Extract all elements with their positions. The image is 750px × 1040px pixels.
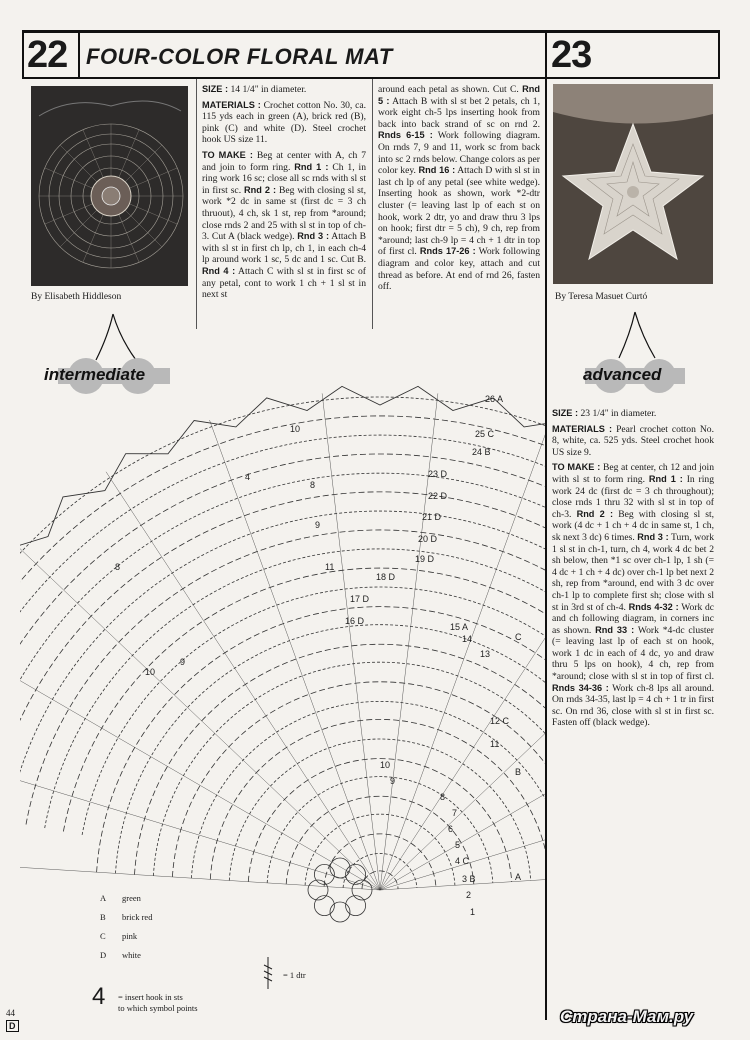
chart-spoke	[322, 393, 380, 890]
insert-symbol-label-1: = insert hook in sts	[118, 992, 183, 1002]
left-rnd1-text: Ch 1, in ring work 16 sc; close all sc rnds with sl st in first sc.	[202, 161, 366, 196]
chart-round-arc	[97, 607, 545, 873]
column-divider	[196, 79, 197, 329]
pattern-number-22: 22	[27, 34, 68, 76]
right-size-text: 23 1/4" in diameter.	[580, 408, 657, 419]
chart-inner-number: 11	[325, 562, 335, 572]
chart-round-label: 25 C	[475, 429, 495, 439]
right-rnd33-text: Work *4-dc cluster (= leaving last lp of each st on hook, work 1 dc in each of 4 dc, yo and draw thru 5 lps on hook), 4 ch, rep from *around; close with sl st in top of first cl.	[552, 624, 714, 683]
chart-inner-number: 8	[310, 480, 316, 490]
left-col2-text: around each petal as shown. Cut C.	[378, 84, 519, 95]
right-materials-label: MATERIALS :	[552, 423, 613, 434]
chart-round-label: 26 A	[485, 394, 504, 404]
right-rnd3-text: Turn, work 1 sl st in ch-1, turn, ch 4, work 4 dc bet 2 sh below, then *1 sc over ch-1 lp, 1 sh (= 4 dc + 1 ch + 4 dc) over ch-1 lp bet next 2 sh, rep from *around, end with 3 dc over ch-1 lp to complete first sh; close with sl st in 3rd st of ch-4.	[552, 531, 714, 613]
chart-round-label: 4 C	[455, 856, 470, 866]
chart-round-label: 21 D	[422, 512, 442, 522]
dtr-symbol-label: = 1 dtr	[283, 970, 306, 980]
chart-inner-number: 10	[290, 424, 301, 434]
chart-round-label: 3 B	[462, 874, 476, 884]
chart-round-label: 14	[462, 634, 473, 644]
chart-round-label: 6	[448, 824, 454, 834]
chart-bracket-label: C	[515, 632, 522, 642]
left-materials-text: Crochet cotton No. 30, ca. 115 yds each in green (A), brick red (B), pink (C) and white (D). Steel crochet hook US size 11.	[202, 99, 366, 146]
right-rnd2-text: Beg with closing sl st, work (4 dc + 1 ch + 4 dc in same st, 1 ch, sk next 3 dc) 6 times.	[552, 508, 715, 543]
left-rnds1726-text: Work following diagram and color key, attach and cut thread as before. At end of rnd 26, fasten off.	[378, 246, 540, 293]
intermediate-badge-label: intermediate	[44, 365, 146, 384]
left-rnd3-text: Attach B with sl st in first ch lp, ch 1, in each ch-4 lp around work 1 sc, 5 dc and 1 sc. Cut B.	[202, 231, 367, 266]
chart-petal	[330, 902, 350, 922]
chart-petal	[314, 896, 334, 916]
color-key-name: brick red	[122, 912, 153, 922]
color-key-row	[100, 950, 210, 969]
chart-petal	[330, 858, 350, 878]
page-number: 44	[6, 1008, 15, 1018]
color-key-letter: D	[100, 950, 107, 960]
header-left-rule	[22, 30, 24, 79]
left-rnd16-label: Rnd 16 :	[418, 165, 456, 176]
color-key-letter: C	[100, 931, 106, 941]
chart-spoke	[20, 639, 380, 890]
left-size-label: SIZE :	[202, 84, 229, 94]
chart-round-arc	[324, 834, 436, 887]
chart-round-label: 8	[440, 792, 446, 802]
left-rnd5-label: Rnd 5 :	[378, 84, 540, 106]
left-make-label: TO MAKE :	[202, 149, 253, 160]
color-key-row	[100, 931, 210, 950]
chart-round-label: 24 B	[472, 447, 491, 457]
right-make-text: Beg at center, ch 12 and join with sl st to form ring.	[552, 462, 715, 485]
insert-symbol-label-2: to which symbol points	[118, 1003, 198, 1013]
chart-petal	[346, 896, 366, 916]
crochet-chart-diagram	[20, 340, 545, 960]
right-byline: By Teresa Masuet Curtó	[555, 292, 648, 302]
left-byline: By Elisabeth Hiddleson	[31, 292, 122, 302]
left-instructions-col2	[378, 84, 540, 297]
chart-round-arc	[20, 454, 545, 811]
insert-symbol-glyph: 4	[92, 983, 106, 1010]
right-rnds3436-label: Rnds 34-36 :	[552, 682, 609, 693]
floral-mat-photo	[31, 86, 188, 286]
page-mark: D	[6, 1020, 19, 1032]
chart-spoke	[380, 420, 545, 890]
left-size-text: 14 1/4" in diameter.	[230, 84, 307, 95]
chart-round-label: 19 D	[415, 554, 435, 564]
left-rnds1726-label: Rnds 17-26 :	[419, 246, 476, 257]
chart-round-arc	[267, 777, 493, 883]
left-materials-label: MATERIALS :	[202, 99, 261, 110]
chart-round-label: 1	[470, 907, 476, 917]
chart-round-arc	[63, 568, 545, 831]
chart-round-label: 15 A	[450, 622, 469, 632]
left-rnd2-label: Rnd 2 :	[243, 184, 277, 195]
chart-round-arc	[135, 644, 546, 874]
chart-spoke	[380, 472, 545, 890]
chart-round-arc	[82, 587, 545, 835]
chart-round-label: 11	[490, 739, 500, 749]
chart-round-arc	[20, 397, 545, 800]
right-rnd1-text: In ring work 24 dc (first dc = 3 ch throughout); close rnds 1 thru 32 with sl st in top of ch-3.	[552, 473, 714, 520]
chart-petal	[308, 880, 328, 900]
color-key-row	[100, 912, 210, 931]
chart-spoke	[380, 393, 438, 890]
color-key-row	[100, 893, 210, 912]
right-rnd33-label: Rnd 33 :	[595, 624, 635, 635]
color-key-name: green	[122, 893, 141, 903]
chart-round-arc	[153, 662, 545, 876]
chart-round-label: 10	[380, 760, 391, 770]
chart-round-label: 12 C	[490, 716, 510, 726]
chart-round-label: 7	[452, 808, 458, 818]
color-key-name: pink	[122, 931, 138, 941]
right-rnds3436-text: Work ch-8 lps all around. On rnds 34-35, last lp = 4 ch + 1 tr in first sc. On rnd 36, close with sl st in first sc. Fasten off (black wedge).	[552, 682, 714, 729]
chart-inner-number: 10	[145, 667, 156, 677]
pattern-title: FOUR-COLOR FLORAL MAT	[86, 44, 393, 69]
chart-bracket-label: B	[515, 767, 522, 777]
pattern-number-23: 23	[551, 34, 592, 76]
chart-petal	[346, 864, 366, 884]
left-instructions-col1	[202, 84, 366, 305]
color-key-letter: A	[100, 893, 107, 903]
chart-petal	[352, 880, 372, 900]
right-rnds432-label: Rnds 4-32 :	[628, 601, 679, 612]
insert-symbol-label	[118, 992, 198, 1014]
chart-round-arc	[172, 682, 545, 877]
chart-bracket-label: A	[515, 872, 522, 882]
chart-round-label: 22 D	[428, 491, 448, 501]
site-watermark: Страна-Мам.ру	[560, 1007, 694, 1026]
right-rnds432-text: Work dc and ch following diagram, in corners inc as shown.	[552, 601, 714, 636]
color-key-name: white	[122, 950, 141, 960]
chart-spoke	[20, 546, 380, 890]
left-rnd5-text: Attach B with sl st bet 2 petals, ch 1, work eight ch-5 lps inserting hook from back into back strand of sc on rnd 2.	[378, 95, 540, 130]
chart-round-label: 17 D	[350, 594, 370, 604]
advanced-badge-label: advanced	[583, 365, 662, 384]
header-bottom-rule	[22, 77, 720, 79]
right-materials-text: Pearl crochet cotton No. 8, white, ca. 525 yds. Steel crochet hook US size 9.	[552, 423, 714, 458]
left-rnds615-label: Rnds 6-15 :	[378, 130, 433, 141]
chart-round-label: 23 D	[428, 469, 448, 479]
chart-round-arc	[26, 530, 545, 825]
chart-spoke	[380, 546, 545, 890]
chart-round-label: 13	[480, 649, 491, 659]
chart-round-label: 18 D	[376, 572, 396, 582]
number-22-divider	[78, 33, 80, 77]
chart-inner-number: 9	[315, 520, 321, 530]
column-divider-2	[372, 79, 373, 329]
chart-round-label: 2	[466, 890, 472, 900]
left-rnd4-text: Attach C with sl st in first sc of any petal, cont to work 1 ch + 1 sl st in next st	[202, 265, 366, 301]
right-instructions	[552, 408, 714, 733]
chart-spoke	[210, 420, 381, 890]
left-make-text: Beg at center with A, ch 7 and join to form ring.	[202, 149, 367, 173]
header-right-rule	[718, 30, 720, 79]
chart-round-label: 9	[390, 776, 396, 786]
chart-round-label: 20 D	[418, 534, 438, 544]
chart-round-arc	[20, 416, 545, 804]
color-key	[100, 893, 210, 969]
header-top-rule	[22, 30, 720, 33]
left-rnd3-label: Rnd 3 :	[297, 231, 330, 242]
color-key-letter: B	[100, 912, 106, 922]
chart-spoke	[20, 745, 380, 890]
chart-round-label: 16 D	[345, 616, 365, 626]
chart-round-arc	[248, 759, 511, 882]
right-rnd3-label: Rnd 3 :	[637, 531, 669, 542]
chart-round-arc	[305, 814, 455, 885]
right-rnd1-label: Rnd 1 :	[648, 473, 683, 484]
right-make-label: TO MAKE :	[552, 462, 601, 473]
chart-round-arc	[45, 549, 545, 828]
left-rnd4-label: Rnd 4 :	[202, 265, 236, 276]
chart-inner-number: 9	[180, 657, 186, 667]
dtr-symbol-icon	[258, 955, 278, 991]
left-rnds615-text: Work following diagram. On rnds 7, 9 and 11, work sc from back into sc 2 rnds below. Change colors as per color key.	[378, 130, 540, 177]
right-size-label: SIZE :	[552, 408, 579, 418]
chart-round-label: 5	[455, 840, 461, 850]
left-rnd1-label: Rnd 1 :	[294, 161, 329, 172]
left-rnd16-text: Attach D with sl st in last ch lp of any petal (see white wedge). Inserting hook as shown, work *2-dtr cluster (= leaving last lp of each st on hook, work 2 dtr, yo and draw thru 3 lps on hook; first dtr = 5 ch), 9 ch, rep from *around; last ch-9 lp = 4 ch + 1 dtr in top of first cl.	[378, 165, 540, 258]
right-rnd2-label: Rnd 2 :	[576, 508, 614, 519]
header-divider-rule	[545, 30, 547, 1020]
chart-inner-number: 8	[115, 562, 121, 572]
left-rnd2-text: Beg with closing sl st, work *2 dc in same st (first dc = 3 ch thruout), 4 ch, sk 1 st, rep from *around; close rnds 2 and 25 with sl st in top of ch-3. Cut A (black wedge).	[202, 184, 366, 243]
chart-inner-number: 4	[245, 472, 251, 482]
star-doily-photo	[553, 84, 713, 284]
